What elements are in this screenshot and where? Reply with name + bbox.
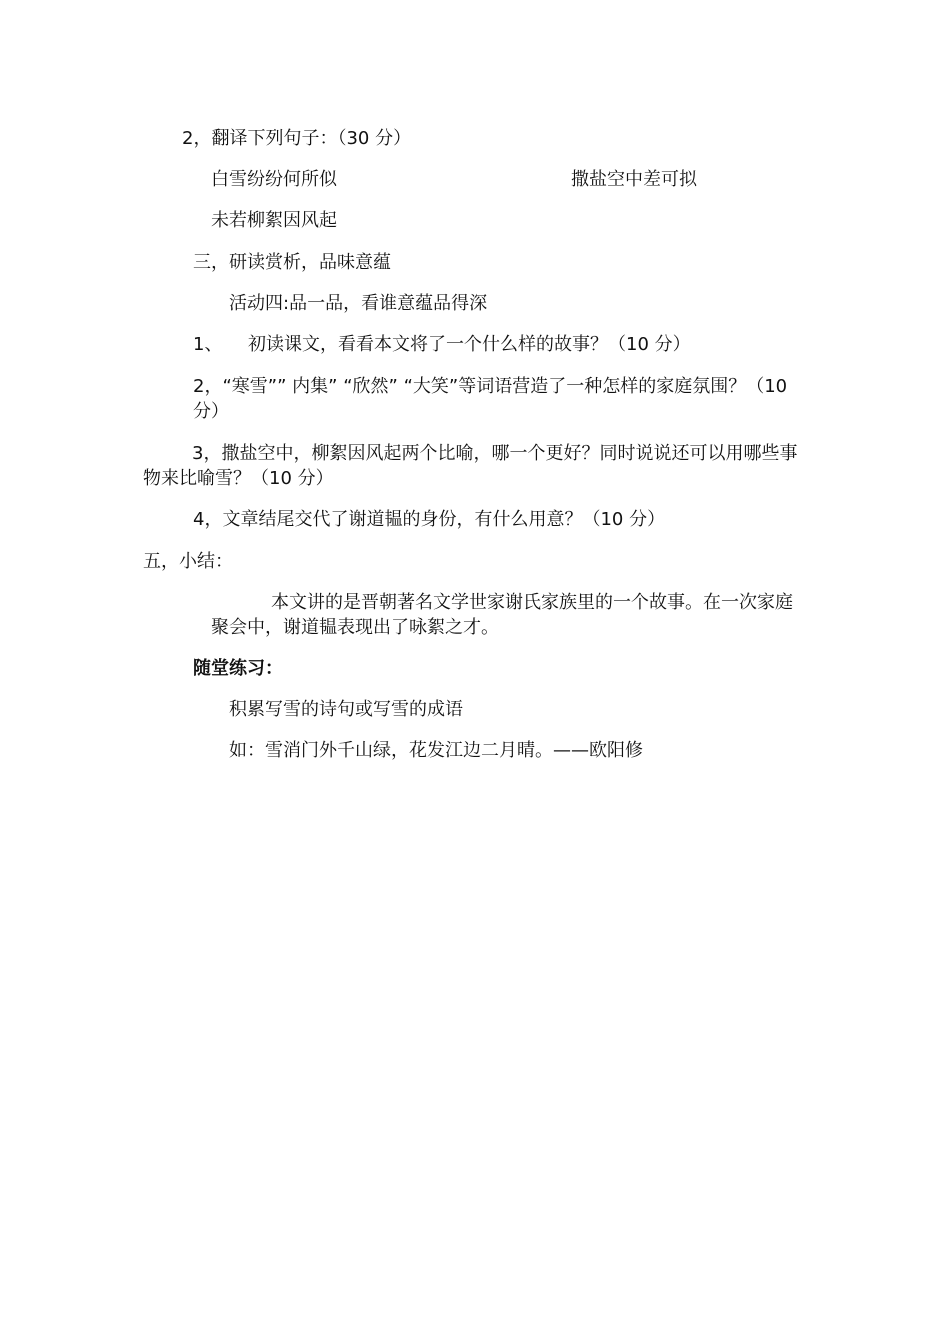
item-3-text: 3，撒盐空中，柳絮因风起两个比喻，哪一个更好？同时说说还可以用哪些事物来比喻雪？（10 分） — [143, 443, 798, 489]
item-4-text: 4，文章结尾交代了谢道韫的身份，有什么用意？（10 分） — [193, 509, 666, 530]
item-1-number: 1、 — [193, 334, 223, 355]
activity-4: 活动四:品一品，看谁意蕴品得深 — [229, 293, 488, 314]
item-1-text: 初读课文，看看本文将了一个什么样的故事？（10 分） — [248, 334, 691, 355]
item-2-text: 2，“寒雪”” 内集” “欣然” “大笑”等词语营造了一种怎样的家庭氛围？（10 分） — [193, 376, 788, 422]
practice-task: 积累写雪的诗句或写雪的成语 — [229, 699, 463, 720]
question-2-heading: 2，翻译下列句子：（30 分） — [182, 128, 412, 149]
section-3-heading: 三，研读赏析，品味意蕴 — [193, 252, 391, 273]
practice-example: 如：雪消门外千山绿，花发江边二月晴。——欧阳修 — [229, 740, 643, 761]
summary-text: 本文讲的是晋朝著名文学世家谢氏家族里的一个故事。在一次家庭聚会中，谢道韫表现出了咏絮之才。 — [211, 592, 793, 638]
sentence-2: 撒盐空中差可拟 — [571, 169, 697, 190]
section-5-heading: 五，小结： — [143, 551, 233, 572]
sentence-3: 未若柳絮因风起 — [211, 210, 337, 231]
sentence-1: 白雪纷纷何所似 — [211, 169, 337, 190]
practice-heading: 随堂练习： — [193, 658, 283, 679]
